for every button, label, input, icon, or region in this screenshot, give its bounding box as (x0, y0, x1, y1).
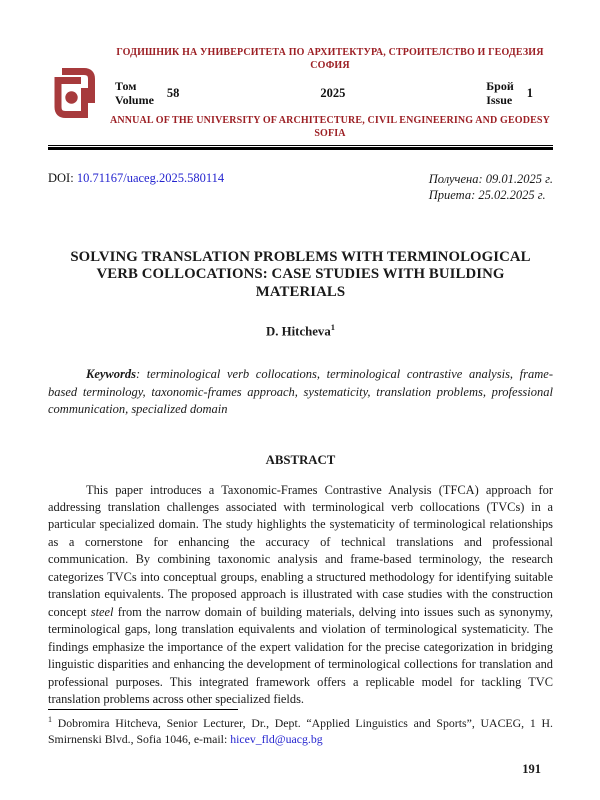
page-number: 191 (522, 762, 541, 777)
volume-label (115, 79, 154, 107)
keywords-label: Keywords (86, 367, 136, 382)
author-name: D. Hitcheva (266, 324, 331, 339)
issue-value: 1 (526, 85, 533, 100)
volume-label-bg: Том (115, 79, 137, 93)
keywords-paragraph (48, 366, 553, 419)
author-email-link[interactable]: hicev_fld@uacg.bg (230, 731, 323, 746)
abstract-text-after: from the narrow domain of building materials, delving into issues such as synonymy, terminological gaps, long translation equivalents and violation of terminological systematicity. The findings emphasize the importance of the expert validation for the precise categorization in bridging linguistic disparities and enhancing the development of terminological collections for translation and professional purposes. This integrated framework offers a replicable model for tackling TVC translation problems across other specialized fields. (48, 604, 554, 707)
journal-city-english: SOFIA (314, 128, 346, 140)
journal-city-bulgarian: СОФИЯ (310, 60, 350, 71)
volume-label-en: Volume (115, 93, 154, 108)
masthead-text (107, 46, 553, 140)
abstract-paragraph (48, 482, 553, 709)
header-divider-rule (48, 145, 553, 149)
page-footer (48, 709, 553, 778)
accepted-date: Приета: 25.02.2025 г. (428, 188, 546, 202)
journal-masthead (48, 46, 553, 140)
dates-block (429, 171, 553, 204)
article-author (48, 322, 553, 339)
footnote-separator-rule (48, 709, 238, 710)
doi-link[interactable]: 10.71167/uaceg.2025.580114 (76, 170, 225, 185)
article-meta-row (48, 171, 553, 204)
volume-value: 58 (166, 85, 180, 100)
year-value: 2025 (320, 85, 346, 100)
journal-title-bulgarian: ГОДИШНИК НА УНИВЕРСИТЕТА ПО АРХИТЕКТУРА, СТРОИТЕЛСТВО И ГЕОДЕЗИЯ (116, 47, 544, 58)
received-date: Получена: 09.01.2025 г. (428, 171, 553, 186)
issue-label-bg: Брой (486, 79, 514, 93)
doi-line (48, 171, 224, 204)
journal-title-english: ANNUAL OF THE UNIVERSITY OF ARCHITECTURE, CIVIL ENGINEERING AND GEODESY (110, 115, 550, 127)
footnote-text: Dobromira Hitcheva, Senior Lecturer, Dr., Dept. “Applied Linguistics and Sports”, UACEG, 1 H. Smirnenski Blvd., Sofia 1046, e-mail: (48, 715, 553, 746)
abstract-text-before: This paper introduces a Taxonomic-Frames Contrastive Analysis (TFCA) approach for addressing translation challenges associated with terminological verb collocations (TVCs) in a particular specialized domain. The study highlights the systematicity of terminological relationships as a cornerstone for enhancing the accuracy of technical translations and professional communication. By combining taxonomic analysis and frame-based terminology, the research categorizes TVCs into conceptual groups, enabling a structured methodology for identifying suitable translation equivalents. The proposed approach is illustrated with case studies with the construction concept (48, 482, 553, 619)
article-title: SOLVING TRANSLATION PROBLEMS WITH TERMINOLOGICAL VERB COLLOCATIONS: CASE STUDIES WITH BUILDING MATERIALS (70, 248, 531, 300)
abstract-heading: ABSTRACT (265, 452, 336, 467)
footnote-mark: 1 (48, 714, 52, 724)
volume-group (115, 79, 179, 107)
volume-issue-row (107, 72, 553, 114)
abstract-steel-term: steel (90, 604, 114, 619)
uaceg-logo-icon (48, 64, 98, 122)
doi-label: DOI: (48, 170, 74, 185)
author-footnote-mark: 1 (330, 321, 335, 332)
header-divider-rule-thick (48, 147, 553, 149)
keywords-text: : terminological verb collocations, terminological contrastive analysis, frame-based terminology, taxonomic-frames approach, systematicity, translation problems, professional communication, specialized domain (48, 367, 553, 417)
issue-group (486, 79, 533, 107)
footnote-paragraph (48, 715, 553, 748)
issue-label (486, 79, 514, 107)
issue-label-en: Issue (486, 93, 513, 108)
